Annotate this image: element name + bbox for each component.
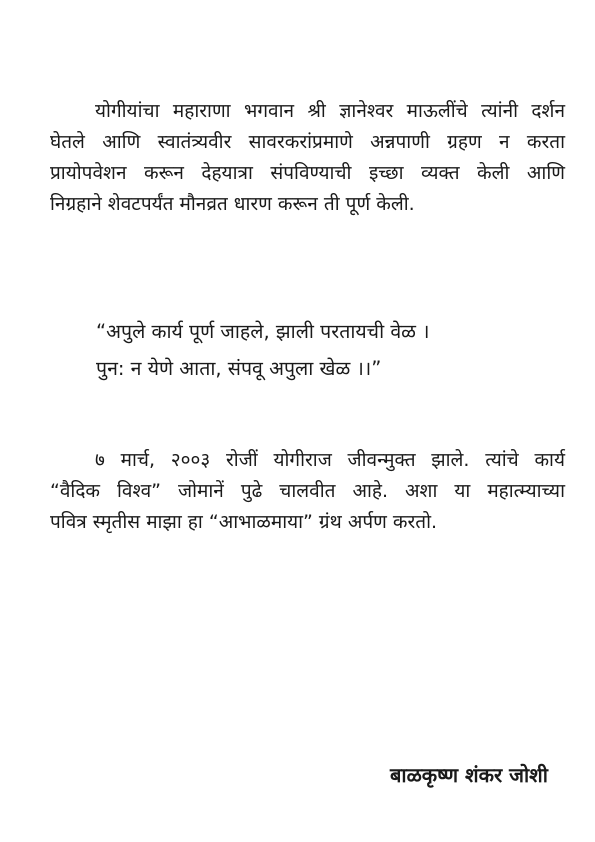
author-signature: बाळकृष्ण शंकर जोशी (390, 763, 548, 787)
paragraph-1-line-4: निग्रहाने शेवटपर्यंत मौनव्रत धारण करून ती पूर्ण केली. (50, 193, 415, 215)
verse-line-2: पुन: न येणे आता, संपवू अपुला खेळ ।।” (96, 357, 382, 380)
paragraph-1-line-1: योगीयांचा महाराणा भगवान श्री ज्ञानेश्वर माऊलींचे त्यांनी दर्शन (95, 100, 565, 122)
paragraph-1-line-3: प्रायोपवेशन करून देहयात्रा संपविण्याची इच्छा व्यक्त केली आणि (50, 162, 565, 184)
paragraph-1-line-2: घेतले आणि स्वातंत्र्यवीर सावरकरांप्रमाणे अन्नपाणी ग्रहण न करता (50, 131, 565, 153)
dedication-paragraph-1 (50, 96, 565, 220)
paragraph-2-line-3: पवित्र स्मृतीस माझा हा “आभाळमाया” ग्रंथ अर्पण करतो. (50, 511, 438, 533)
paragraph-2-line-2: “वैदिक विश्व” जोमानें पुढे चालवीत आहे. अशा या महात्म्याच्या (50, 480, 565, 502)
verse-line-1: “अपुले कार्य पूर्ण जाहले, झाली परतायची वेळ । (96, 320, 430, 343)
paragraph-2-line-1: ७ मार्च, २००३ रोजीं योगीराज जीवन्मुक्त झाले. त्यांचे कार्य (95, 449, 565, 471)
dedication-paragraph-2 (50, 445, 565, 538)
quoted-verse (96, 313, 516, 387)
